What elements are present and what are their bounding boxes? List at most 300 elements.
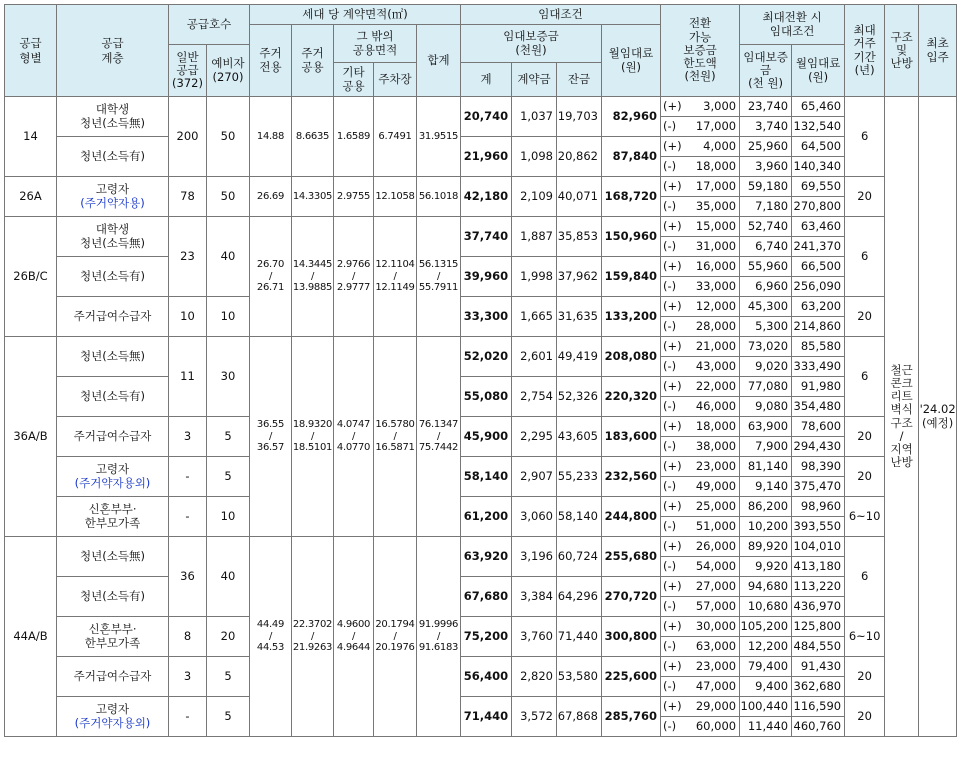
supply-class-label: 주거급여수급자 [73, 668, 152, 683]
max-rent-minus: 140,340 [792, 157, 845, 177]
units-general-cell: 3 [169, 417, 207, 457]
max-deposit-minus: 9,020 [740, 357, 792, 377]
deposit-contract-cell: 3,572 [512, 697, 557, 737]
max-rent-minus: 354,480 [792, 397, 845, 417]
convert-plus-amount: 25,000 [682, 497, 740, 517]
monthly-rent-cell: 300,800 [602, 617, 661, 657]
supply-class-cell [57, 617, 169, 657]
hdr-max-rent: 월임대료 (원) [792, 45, 845, 97]
area-common-cell: 14.3445 / 13.9885 [292, 217, 334, 337]
convert-plus-sign: (+) [661, 137, 682, 157]
max-deposit-plus: 25,960 [740, 137, 792, 157]
max-deposit-minus: 9,400 [740, 677, 792, 697]
deposit-total-cell: 20,740 [461, 97, 512, 137]
area-exclusive-cell: 36.55 / 36.57 [250, 337, 292, 537]
convert-minus-amount: 28,000 [682, 317, 740, 337]
deposit-balance-cell: 60,724 [557, 537, 602, 577]
supply-class-label: 주거급여수급자 [73, 428, 152, 443]
units-reserve-cell: 10 [207, 497, 250, 537]
monthly-rent-cell: 87,840 [602, 137, 661, 177]
max-rent-minus: 436,970 [792, 597, 845, 617]
hdr-other-common-group: 그 밖의 공용면적 [334, 25, 417, 63]
convert-minus-amount: 33,000 [682, 277, 740, 297]
supply-class-note: (주거약자용외) [74, 475, 151, 490]
hdr-supply-type: 공급 형별 [5, 5, 57, 97]
area-total-cell: 31.9515 [417, 97, 461, 177]
convert-plus-amount: 30,000 [682, 617, 740, 637]
max-deposit-plus: 55,960 [740, 257, 792, 277]
deposit-contract-cell: 3,060 [512, 497, 557, 537]
max-rent-minus: 460,760 [792, 717, 845, 737]
deposit-balance-cell: 35,853 [557, 217, 602, 257]
table-header [5, 5, 957, 97]
deposit-balance-cell: 71,440 [557, 617, 602, 657]
supply-type-cell: 14 [5, 97, 57, 177]
supply-class-label: 고령자 [95, 182, 130, 197]
supply-class-cell [57, 657, 169, 697]
max-deposit-minus: 5,300 [740, 317, 792, 337]
max-rent-minus: 413,180 [792, 557, 845, 577]
convert-plus-sign: (+) [661, 337, 682, 357]
deposit-contract-cell: 2,820 [512, 657, 557, 697]
supply-class-note: (주거약자용외) [74, 715, 151, 730]
deposit-total-cell: 45,900 [461, 417, 512, 457]
area-parking-cell: 16.5780 / 16.5871 [374, 337, 417, 537]
hdr-total: 합계 [417, 25, 461, 97]
table-row [5, 577, 957, 597]
max-period-cell: 20 [845, 657, 885, 697]
max-rent-minus: 241,370 [792, 237, 845, 257]
deposit-total-cell: 61,200 [461, 497, 512, 537]
units-reserve-cell: 5 [207, 457, 250, 497]
hdr-area: 세대 당 계약면적(㎡) [250, 5, 461, 25]
convert-minus-sign: (-) [661, 117, 682, 137]
supply-class-label: 청년(소득無) [80, 548, 145, 563]
convert-plus-amount: 23,000 [682, 457, 740, 477]
convert-plus-sign: (+) [661, 417, 682, 437]
max-deposit-minus: 3,740 [740, 117, 792, 137]
table-row [5, 97, 957, 117]
convert-minus-amount: 38,000 [682, 437, 740, 457]
deposit-total-cell: 42,180 [461, 177, 512, 217]
max-rent-plus: 64,500 [792, 137, 845, 157]
table-row [5, 177, 957, 197]
deposit-balance-cell: 19,703 [557, 97, 602, 137]
supply-class-cell [57, 297, 169, 337]
convert-plus-amount: 17,000 [682, 177, 740, 197]
max-deposit-plus: 77,080 [740, 377, 792, 397]
max-rent-minus: 270,800 [792, 197, 845, 217]
area-other-cell: 4.0747 / 4.0770 [334, 337, 374, 537]
max-rent-plus: 104,010 [792, 537, 845, 557]
table-row [5, 257, 957, 277]
max-deposit-minus: 12,200 [740, 637, 792, 657]
deposit-balance-cell: 49,419 [557, 337, 602, 377]
supply-class-cell [57, 257, 169, 297]
supply-class-label: 청년(소득有) [80, 148, 145, 163]
monthly-rent-cell: 220,320 [602, 377, 661, 417]
deposit-total-cell: 58,140 [461, 457, 512, 497]
max-period-cell: 20 [845, 697, 885, 737]
supply-type-cell: 26A [5, 177, 57, 217]
convert-plus-sign: (+) [661, 577, 682, 597]
deposit-contract-cell: 1,887 [512, 217, 557, 257]
hdr-structure: 구조 및 난방 [885, 5, 919, 97]
convert-minus-amount: 63,000 [682, 637, 740, 657]
max-deposit-minus: 7,180 [740, 197, 792, 217]
deposit-balance-cell: 40,071 [557, 177, 602, 217]
max-deposit-plus: 81,140 [740, 457, 792, 477]
monthly-rent-cell: 225,600 [602, 657, 661, 697]
convert-plus-amount: 12,000 [682, 297, 740, 317]
convert-plus-amount: 16,000 [682, 257, 740, 277]
max-period-cell: 20 [845, 417, 885, 457]
deposit-total-cell: 21,960 [461, 137, 512, 177]
monthly-rent-cell: 150,960 [602, 217, 661, 257]
convert-minus-amount: 46,000 [682, 397, 740, 417]
deposit-total-cell: 37,740 [461, 217, 512, 257]
max-rent-plus: 66,500 [792, 257, 845, 277]
convert-minus-amount: 31,000 [682, 237, 740, 257]
units-general-cell: 36 [169, 537, 207, 617]
max-deposit-plus: 59,180 [740, 177, 792, 197]
convert-minus-sign: (-) [661, 397, 682, 417]
hdr-max-period: 최대 거주 기간 (년) [845, 5, 885, 97]
deposit-contract-cell: 1,998 [512, 257, 557, 297]
deposit-balance-cell: 20,862 [557, 137, 602, 177]
convert-plus-amount: 26,000 [682, 537, 740, 557]
convert-minus-amount: 57,000 [682, 597, 740, 617]
deposit-total-cell: 33,300 [461, 297, 512, 337]
max-deposit-plus: 45,300 [740, 297, 792, 317]
supply-class-cell [57, 497, 169, 537]
convert-plus-sign: (+) [661, 97, 682, 117]
convert-minus-sign: (-) [661, 357, 682, 377]
convert-minus-sign: (-) [661, 277, 682, 297]
max-rent-plus: 113,220 [792, 577, 845, 597]
units-general-cell: - [169, 697, 207, 737]
max-rent-minus: 333,490 [792, 357, 845, 377]
convert-minus-sign: (-) [661, 677, 682, 697]
max-period-cell: 20 [845, 457, 885, 497]
units-general-cell: 8 [169, 617, 207, 657]
table-row [5, 457, 957, 477]
max-deposit-plus: 94,680 [740, 577, 792, 597]
table-row [5, 417, 957, 437]
convert-plus-amount: 18,000 [682, 417, 740, 437]
supply-class-cell [57, 697, 169, 737]
hdr-rent-conditions: 임대조건 [461, 5, 661, 25]
hdr-deposit-contract: 계약금 [512, 63, 557, 97]
max-rent-minus: 375,470 [792, 477, 845, 497]
area-total-cell: 91.9996 / 91.6183 [417, 537, 461, 737]
max-deposit-plus: 79,400 [740, 657, 792, 677]
convert-minus-sign: (-) [661, 717, 682, 737]
deposit-balance-cell: 58,140 [557, 497, 602, 537]
table-row [5, 337, 957, 357]
convert-minus-sign: (-) [661, 517, 682, 537]
deposit-contract-cell: 2,109 [512, 177, 557, 217]
convert-minus-sign: (-) [661, 637, 682, 657]
supply-class-label: 주거급여수급자 [73, 308, 152, 323]
convert-plus-sign: (+) [661, 257, 682, 277]
table-row [5, 377, 957, 397]
max-period-cell: 6 [845, 337, 885, 417]
convert-plus-amount: 27,000 [682, 577, 740, 597]
deposit-balance-cell: 31,635 [557, 297, 602, 337]
area-parking-cell: 12.1058 [374, 177, 417, 217]
convert-plus-sign: (+) [661, 297, 682, 317]
supply-class-cell [57, 377, 169, 417]
max-deposit-plus: 86,200 [740, 497, 792, 517]
max-deposit-plus: 52,740 [740, 217, 792, 237]
hdr-other-common: 기타 공용 [334, 63, 374, 97]
hdr-units-reserve: 예비자 (270) [207, 45, 250, 97]
deposit-total-cell: 52,020 [461, 337, 512, 377]
monthly-rent-cell: 208,080 [602, 337, 661, 377]
convert-plus-amount: 29,000 [682, 697, 740, 717]
max-deposit-minus: 3,960 [740, 157, 792, 177]
max-rent-minus: 362,680 [792, 677, 845, 697]
hdr-units-general: 일반 공급 (372) [169, 45, 207, 97]
convert-minus-amount: 43,000 [682, 357, 740, 377]
units-reserve-cell: 10 [207, 297, 250, 337]
area-other-cell: 1.6589 [334, 97, 374, 177]
hdr-monthly-rent: 월임대료 (원) [602, 25, 661, 97]
area-exclusive-cell: 26.69 [250, 177, 292, 217]
supply-type-cell: 44A/B [5, 537, 57, 737]
units-reserve-cell: 20 [207, 617, 250, 657]
convert-minus-sign: (-) [661, 597, 682, 617]
max-rent-minus: 484,550 [792, 637, 845, 657]
supply-class-cell [57, 457, 169, 497]
supply-class-cell [57, 137, 169, 177]
deposit-contract-cell: 2,754 [512, 377, 557, 417]
max-deposit-plus: 89,920 [740, 537, 792, 557]
hdr-parking: 주차장 [374, 63, 417, 97]
monthly-rent-cell: 133,200 [602, 297, 661, 337]
max-rent-plus: 65,460 [792, 97, 845, 117]
table-row [5, 497, 957, 517]
max-period-cell: 6 [845, 97, 885, 177]
area-other-cell: 2.9766 / 2.9777 [334, 217, 374, 337]
deposit-contract-cell: 1,665 [512, 297, 557, 337]
max-rent-plus: 116,590 [792, 697, 845, 717]
units-reserve-cell: 5 [207, 697, 250, 737]
convert-minus-amount: 60,000 [682, 717, 740, 737]
convert-minus-sign: (-) [661, 157, 682, 177]
convert-minus-sign: (-) [661, 237, 682, 257]
monthly-rent-cell: 168,720 [602, 177, 661, 217]
max-rent-plus: 69,550 [792, 177, 845, 197]
supply-class-label: 청년(소득有) [80, 268, 145, 283]
hdr-first-move: 최초 입주 [919, 5, 957, 97]
table-row [5, 697, 957, 717]
area-common-cell: 22.3702 / 21.9263 [292, 537, 334, 737]
convert-minus-amount: 17,000 [682, 117, 740, 137]
units-general-cell: 78 [169, 177, 207, 217]
hdr-res-common: 주거 공용 [292, 25, 334, 97]
deposit-total-cell: 56,400 [461, 657, 512, 697]
deposit-contract-cell: 3,384 [512, 577, 557, 617]
supply-class-cell [57, 417, 169, 457]
max-rent-minus: 393,550 [792, 517, 845, 537]
convert-minus-sign: (-) [661, 317, 682, 337]
units-reserve-cell: 50 [207, 177, 250, 217]
deposit-contract-cell: 3,196 [512, 537, 557, 577]
max-rent-minus: 256,090 [792, 277, 845, 297]
convert-minus-sign: (-) [661, 437, 682, 457]
table-row [5, 137, 957, 157]
convert-plus-sign: (+) [661, 457, 682, 477]
convert-minus-amount: 49,000 [682, 477, 740, 497]
convert-plus-sign: (+) [661, 697, 682, 717]
deposit-total-cell: 75,200 [461, 617, 512, 657]
supply-class-cell [57, 177, 169, 217]
deposit-balance-cell: 43,605 [557, 417, 602, 457]
max-deposit-minus: 6,960 [740, 277, 792, 297]
area-exclusive-cell: 44.49 / 44.53 [250, 537, 292, 737]
units-reserve-cell: 5 [207, 657, 250, 697]
area-common-cell: 8.6635 [292, 97, 334, 177]
units-reserve-cell: 40 [207, 217, 250, 297]
convert-minus-amount: 51,000 [682, 517, 740, 537]
max-rent-minus: 132,540 [792, 117, 845, 137]
monthly-rent-cell: 82,960 [602, 97, 661, 137]
convert-plus-sign: (+) [661, 617, 682, 637]
area-total-cell: 56.1018 [417, 177, 461, 217]
supply-class-note: (주거약자용) [80, 195, 145, 210]
first-move-cell: '24.02 (예정) [919, 97, 957, 737]
convert-minus-sign: (-) [661, 557, 682, 577]
table-row [5, 657, 957, 677]
max-rent-plus: 63,200 [792, 297, 845, 317]
area-parking-cell: 6.7491 [374, 97, 417, 177]
max-deposit-minus: 9,140 [740, 477, 792, 497]
max-deposit-minus: 7,900 [740, 437, 792, 457]
max-deposit-minus: 10,200 [740, 517, 792, 537]
deposit-total-cell: 71,440 [461, 697, 512, 737]
max-period-cell: 6 [845, 537, 885, 617]
hdr-max-convert: 최대전환 시 임대조건 [740, 5, 845, 45]
max-deposit-plus: 73,020 [740, 337, 792, 357]
table-body [5, 97, 957, 737]
max-rent-plus: 85,580 [792, 337, 845, 357]
area-total-cell: 56.1315 / 55.7911 [417, 217, 461, 337]
max-rent-plus: 125,800 [792, 617, 845, 637]
convert-minus-amount: 54,000 [682, 557, 740, 577]
convert-minus-amount: 47,000 [682, 677, 740, 697]
monthly-rent-cell: 183,600 [602, 417, 661, 457]
hdr-units: 공급호수 [169, 5, 250, 45]
convert-plus-amount: 22,000 [682, 377, 740, 397]
deposit-balance-cell: 52,326 [557, 377, 602, 417]
monthly-rent-cell: 244,800 [602, 497, 661, 537]
deposit-total-cell: 63,920 [461, 537, 512, 577]
hdr-convert-limit: 전환 가능 보증금 한도액 (천원) [661, 5, 740, 97]
area-parking-cell: 12.1104 / 12.1149 [374, 217, 417, 337]
convert-plus-sign: (+) [661, 177, 682, 197]
max-period-cell: 6~10 [845, 497, 885, 537]
area-other-cell: 4.9600 / 4.9644 [334, 537, 374, 737]
supply-class-cell [57, 537, 169, 577]
rental-conditions-table [4, 4, 957, 737]
structure-cell: 철근 콘크 리트 벽식 구조 / 지역 난방 [885, 97, 919, 737]
max-rent-plus: 91,430 [792, 657, 845, 677]
hdr-deposit-balance: 잔금 [557, 63, 602, 97]
supply-class-label: 청년(소득有) [80, 388, 145, 403]
table-row [5, 537, 957, 557]
max-period-cell: 6 [845, 217, 885, 297]
convert-minus-sign: (-) [661, 477, 682, 497]
convert-plus-sign: (+) [661, 537, 682, 557]
units-general-cell: - [169, 497, 207, 537]
max-period-cell: 6~10 [845, 617, 885, 657]
hdr-supply-class: 공급 계층 [57, 5, 169, 97]
supply-class-label: 대학생 청년(소득無) [80, 222, 145, 250]
deposit-contract-cell: 2,907 [512, 457, 557, 497]
hdr-deposit-total: 계 [461, 63, 512, 97]
supply-class-label: 대학생 청년(소득無) [80, 102, 145, 130]
units-reserve-cell: 40 [207, 537, 250, 617]
deposit-contract-cell: 3,760 [512, 617, 557, 657]
convert-plus-amount: 15,000 [682, 217, 740, 237]
units-general-cell: - [169, 457, 207, 497]
table-row [5, 217, 957, 237]
deposit-balance-cell: 55,233 [557, 457, 602, 497]
max-deposit-minus: 9,920 [740, 557, 792, 577]
table-row [5, 297, 957, 317]
monthly-rent-cell: 270,720 [602, 577, 661, 617]
deposit-balance-cell: 64,296 [557, 577, 602, 617]
supply-class-cell [57, 217, 169, 257]
hdr-max-deposit: 임대보증금 (천 원) [740, 45, 792, 97]
convert-minus-sign: (-) [661, 197, 682, 217]
monthly-rent-cell: 232,560 [602, 457, 661, 497]
supply-class-label: 고령자 [95, 702, 130, 717]
max-deposit-minus: 6,740 [740, 237, 792, 257]
max-rent-plus: 98,960 [792, 497, 845, 517]
supply-class-label: 청년(소득有) [80, 588, 145, 603]
max-deposit-minus: 10,680 [740, 597, 792, 617]
max-period-cell: 20 [845, 177, 885, 217]
max-period-cell: 20 [845, 297, 885, 337]
monthly-rent-cell: 255,680 [602, 537, 661, 577]
convert-plus-amount: 4,000 [682, 137, 740, 157]
max-deposit-minus: 11,440 [740, 717, 792, 737]
units-reserve-cell: 50 [207, 97, 250, 177]
supply-class-label: 신혼부부· 한부모가족 [84, 502, 141, 530]
max-rent-plus: 91,980 [792, 377, 845, 397]
convert-plus-amount: 21,000 [682, 337, 740, 357]
area-parking-cell: 20.1794 / 20.1976 [374, 537, 417, 737]
area-exclusive-cell: 14.88 [250, 97, 292, 177]
supply-class-label: 청년(소득無) [80, 348, 145, 363]
deposit-balance-cell: 53,580 [557, 657, 602, 697]
max-deposit-plus: 105,200 [740, 617, 792, 637]
hdr-deposit: 임대보증금 (천원) [461, 25, 602, 63]
max-rent-minus: 214,860 [792, 317, 845, 337]
max-deposit-minus: 9,080 [740, 397, 792, 417]
area-total-cell: 76.1347 / 75.7442 [417, 337, 461, 537]
deposit-balance-cell: 37,962 [557, 257, 602, 297]
table-row [5, 617, 957, 637]
supply-class-cell [57, 337, 169, 377]
deposit-total-cell: 39,960 [461, 257, 512, 297]
hdr-res-exclusive: 주거 전용 [250, 25, 292, 97]
convert-plus-sign: (+) [661, 217, 682, 237]
supply-class-cell [57, 577, 169, 617]
